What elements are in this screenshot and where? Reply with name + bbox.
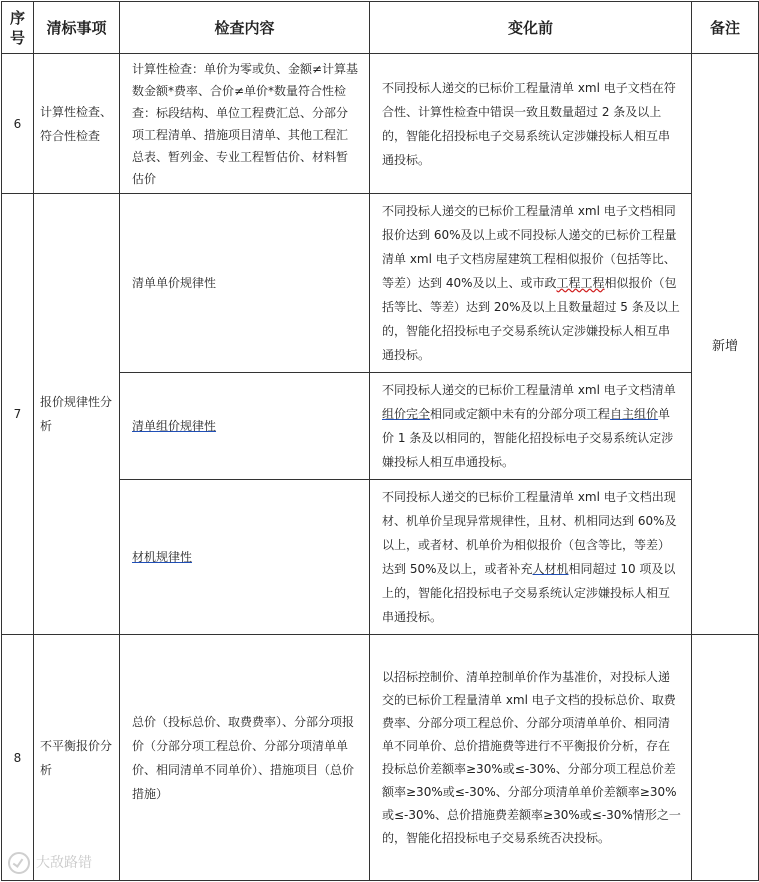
- row-before: [370, 635, 692, 881]
- row-content: [120, 373, 370, 480]
- before-text-marked: 工程工程: [556, 276, 605, 290]
- row-no: [2, 635, 34, 881]
- row-content-value: 清单组价规律性: [132, 419, 217, 433]
- row-no: [2, 194, 34, 635]
- header-no: [2, 2, 34, 54]
- before-text: 相同超过 10 项及以上的，智能化招投标电子交易系统认定涉嫌投标人相互串通投标。: [382, 562, 676, 624]
- header-item: [34, 2, 120, 54]
- before-text: 相似报价（包括等比、等差）达到 20%及以上且数量超过 5 条及以上的，智能化招投标电子交易系统认定涉嫌投标人相互串通投标。: [382, 276, 680, 362]
- header-content: [120, 2, 370, 54]
- table-row: [2, 635, 759, 881]
- header-item-label: 清标事项: [46, 19, 107, 37]
- header-remark-label: 备注: [709, 19, 740, 37]
- row-item: [34, 54, 120, 194]
- row-before: [370, 194, 692, 373]
- row-no-value: 8: [13, 750, 22, 765]
- header-row: [2, 2, 759, 54]
- row-item-value: 计算性检查、符合性检查: [40, 104, 113, 143]
- header-no-label: 序号: [9, 8, 25, 47]
- remark-value: 新增: [711, 338, 738, 354]
- remark-cell: [692, 54, 759, 635]
- watermark-logo-icon: [8, 852, 30, 874]
- row-content: [120, 480, 370, 635]
- watermark-text: 大敌路错: [36, 855, 92, 871]
- row-content-value: 清单单价规律性: [132, 276, 217, 290]
- row-content: [120, 194, 370, 373]
- row-no-value: 6: [13, 116, 22, 131]
- row-content: [120, 635, 370, 881]
- header-before: [370, 2, 692, 54]
- before-text-marked: 人材机: [532, 562, 569, 576]
- before-text-marked: 组价完全: [382, 407, 431, 421]
- header-content-label: 检查内容: [214, 19, 275, 37]
- row-before-value: 以招标控制价、清单控制单价作为基准价，对投标人递交的已标价工程量清单 xml 电子文档的投标总价、取费费率、分部分项工程总价、分部分项清单单价、相同清单不同单价、总价措施费等进行不平衡报价分析，存在投标总价差额率≥30%或≤-30%、分部分项工程总价差额率≥30%或≤-30%、分部分项清单单价差额率≥30%或≤-30%、总价措施费差额率≥30%或≤-30%情形之一的，智能化招投标电子交易系统否决投标。: [382, 669, 681, 845]
- before-text: 不同投标人递交的已标价工程量清单 xml 电子文档清单: [382, 383, 676, 397]
- before-text: 不同投标人递交的已标价工程量清单 xml 电子文档相同报价达到 60%及以上或不同投标人递交的已标价工程量清单 xml 电子文档房屋建筑工程相似报价（包括等比、等差）达到 40%及以上、或市政: [382, 204, 677, 290]
- remark-empty-cell: [692, 635, 759, 881]
- row-content-value: 计算性检查：单价为零或负、金额≠计算基数金额*费率、合价≠单价*数量符合性检查：标段结构、单位工程费汇总、分部分项工程清单、措施项目清单、其他工程汇总表、暂列金、专业工程暂估价、材料暂估价: [132, 61, 359, 186]
- row-item-value: 不平衡报价分析: [40, 738, 113, 777]
- table-row: [2, 54, 759, 194]
- table-row: [2, 194, 759, 373]
- row-before: [370, 54, 692, 194]
- before-text: 不同投标人递交的已标价工程量清单 xml 电子文档出现材、机单价呈现异常规律性，且材、机相同达到 60%及以上，或者材、机单价为相似报价（包含等比，等差）达到 50%及以上，或者补充: [382, 490, 677, 576]
- row-content: [120, 54, 370, 194]
- comparison-table: [1, 1, 759, 881]
- row-no-value: 7: [13, 407, 22, 421]
- row-content-value: 总价（投标总价、取费费率）、分部分项报价（分部分项工程总价、分部分项清单单价、相同清单不同单价）、措施项目（总价措施）: [132, 714, 355, 801]
- row-before: [370, 480, 692, 635]
- header-remark: [692, 2, 759, 54]
- before-text-marked: 自主组价: [610, 407, 659, 421]
- row-before-value: 不同投标人递交的已标价工程量清单 xml 电子文档在符合性、计算性检查中错误一致且数量超过 2 条及以上的，智能化招投标电子交易系统认定涉嫌投标人相互串通投标。: [382, 80, 676, 167]
- before-text: 相同或定额中未有的分部分项工程: [430, 407, 611, 421]
- row-item-value: 报价规律性分析: [40, 395, 113, 433]
- before-text: 单价 1 条及以相同的，智能化招投标电子交易系统认定涉嫌投标人相互串通投标。: [382, 407, 674, 469]
- row-content-value: 材机规律性: [132, 550, 193, 564]
- row-item: [34, 194, 120, 635]
- row-item: [34, 635, 120, 881]
- row-no: [2, 54, 34, 194]
- row-before: [370, 373, 692, 480]
- watermark: [8, 852, 92, 874]
- header-before-label: 变化前: [507, 19, 553, 37]
